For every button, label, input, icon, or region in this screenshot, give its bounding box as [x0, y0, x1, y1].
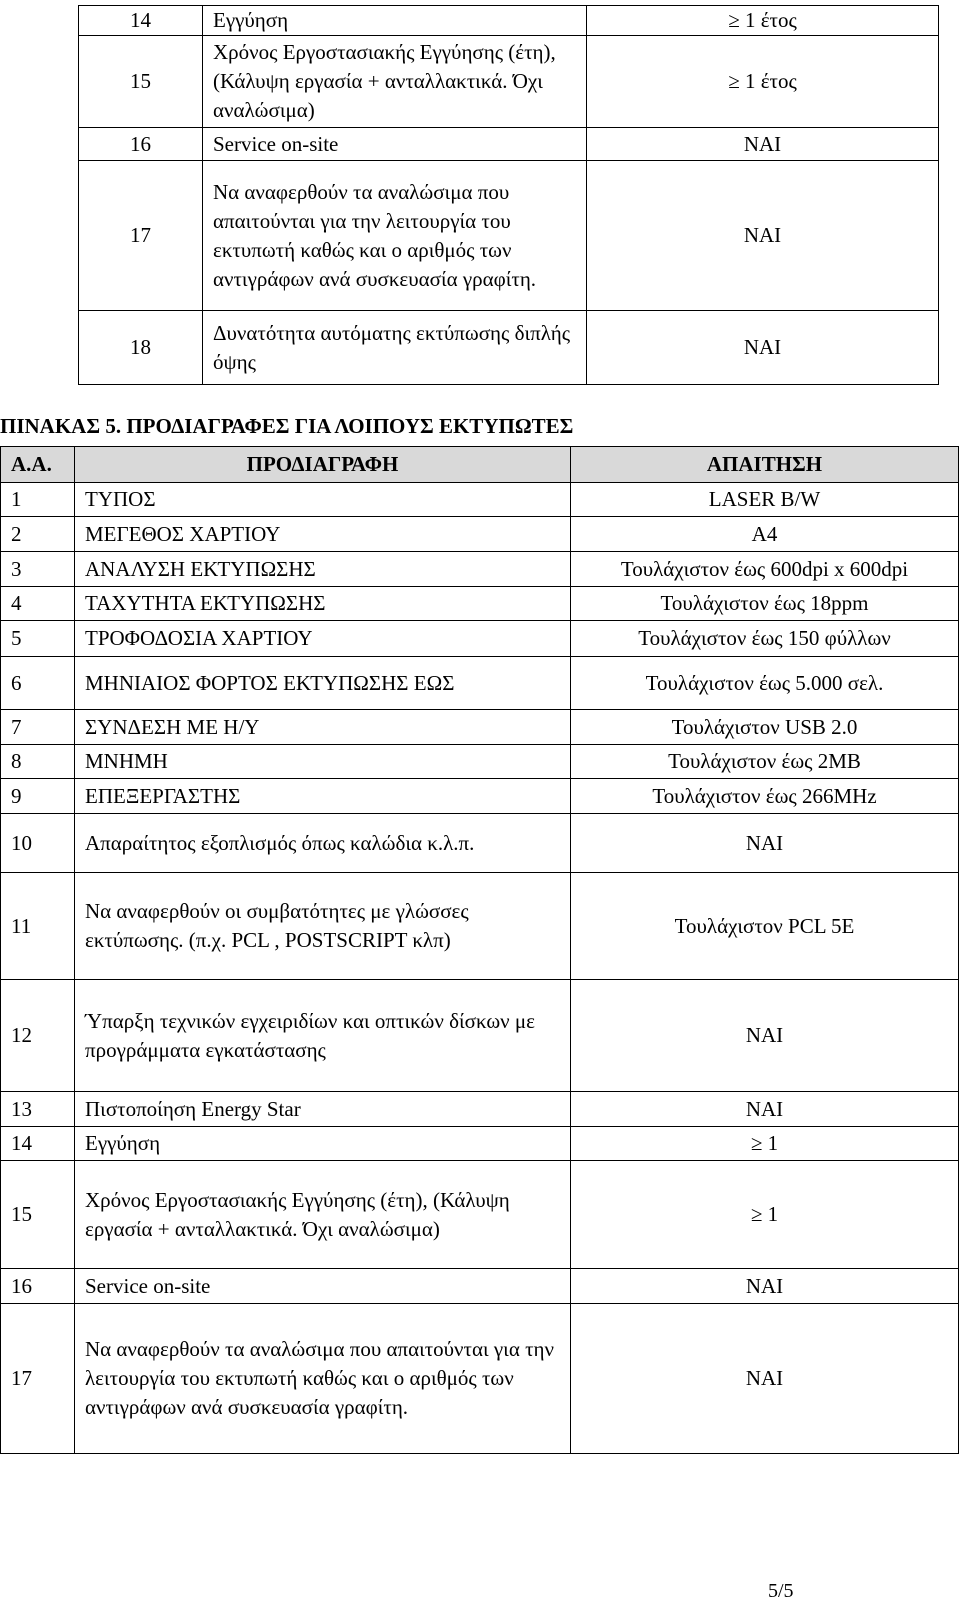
table-row — [1, 814, 959, 873]
requirement-cell: Τουλάχιστον έως 150 φύλλων — [571, 621, 959, 657]
row-number: 2 — [1, 517, 75, 552]
row-number: 10 — [1, 814, 75, 873]
spec-cell: Εγγύηση — [75, 1127, 571, 1161]
requirement-cell: Τουλάχιστον USB 2.0 — [571, 710, 959, 745]
table-row — [1, 483, 959, 517]
table-row — [1, 1304, 959, 1454]
header-number: Α.Α. — [1, 447, 75, 483]
spec-cell: Να αναφερθούν οι συμβατότητες με γλώσσες εκτύπωσης. (π.χ. PCL , POSTSCRIPT κλπ) — [75, 873, 571, 980]
row-number: 12 — [1, 980, 75, 1092]
requirement-cell: ΝΑΙ — [571, 1304, 959, 1454]
row-number: 15 — [79, 36, 203, 128]
requirement-cell: Τουλάχιστον έως 2MB — [571, 745, 959, 779]
row-number: 8 — [1, 745, 75, 779]
section-title: ΠΙΝΑΚΑΣ 5. ΠΡΟΔΙΑΓΡΑΦΕΣ ΓΙΑ ΛΟΙΠΟΥΣ ΕΚΤΥΠΩΤΕΣ — [0, 414, 574, 438]
row-number: 3 — [1, 552, 75, 587]
table-row — [1, 517, 959, 552]
requirement-cell: ΝΑΙ — [571, 980, 959, 1092]
requirement-cell: ΝΑΙ — [587, 128, 939, 161]
page-number: 5/5 — [768, 1580, 794, 1602]
requirement-cell: Τουλάχιστον έως 266MHz — [571, 779, 959, 814]
spec-cell: Service on-site — [203, 128, 587, 161]
spec-cell: Εγγύηση — [203, 6, 587, 36]
requirement-cell: ≥ 1 έτος — [587, 36, 939, 128]
table-row — [1, 873, 959, 980]
requirement-cell: ΝΑΙ — [571, 1269, 959, 1304]
spec-cell: Δυνατότητα αυτόματης εκτύπωσης διπλής όψης — [203, 311, 587, 385]
table-row — [1, 710, 959, 745]
requirement-cell: Τουλάχιστον έως 5.000 σελ. — [571, 657, 959, 710]
row-number: 9 — [1, 779, 75, 814]
requirement-cell: Τουλάχιστον PCL 5E — [571, 873, 959, 980]
table-row — [79, 36, 939, 128]
spec-cell: ΜΗΝΙΑΙΟΣ ΦΟΡΤΟΣ ΕΚΤΥΠΩΣΗΣ ΕΩΣ — [75, 657, 571, 710]
requirement-cell: LASER B/W — [571, 483, 959, 517]
row-number: 6 — [1, 657, 75, 710]
spec-cell: Ύπαρξη τεχνικών εγχειριδίων και οπτικών δίσκων με προγράμματα εγκατάστασης — [75, 980, 571, 1092]
requirement-cell: Τουλάχιστον έως 18ppm — [571, 587, 959, 621]
table-row — [1, 980, 959, 1092]
row-number: 16 — [79, 128, 203, 161]
requirement-cell: ΝΑΙ — [571, 814, 959, 873]
row-number: 14 — [1, 1127, 75, 1161]
row-number: 15 — [1, 1161, 75, 1269]
table-row — [1, 1092, 959, 1127]
table-row — [79, 161, 939, 311]
row-number: 16 — [1, 1269, 75, 1304]
requirement-cell: ΝΑΙ — [571, 1092, 959, 1127]
spec-cell: Χρόνος Εργοστασιακής Εγγύησης (έτη), (Κάλυψη εργασία + ανταλλακτικά. Όχι αναλώσιμα) — [203, 36, 587, 128]
table-row — [1, 1269, 959, 1304]
table-row — [1, 1161, 959, 1269]
requirement-cell: ≥ 1 έτος — [587, 6, 939, 36]
table-row — [79, 128, 939, 161]
spec-cell: ΜΕΓΕΘΟΣ ΧΑΡΤΙΟΥ — [75, 517, 571, 552]
row-number: 17 — [1, 1304, 75, 1454]
requirement-cell: ΝΑΙ — [587, 311, 939, 385]
table-row — [79, 6, 939, 36]
spec-cell: ΤΑΧΥΤΗΤΑ ΕΚΤΥΠΩΣΗΣ — [75, 587, 571, 621]
spec-cell: Πιστοποίηση Energy Star — [75, 1092, 571, 1127]
row-number: 17 — [79, 161, 203, 311]
row-number: 18 — [79, 311, 203, 385]
table-row — [1, 745, 959, 779]
spec-table-continued — [78, 5, 939, 385]
spec-cell: Απαραίτητος εξοπλισμός όπως καλώδια κ.λ.π. — [75, 814, 571, 873]
row-number: 7 — [1, 710, 75, 745]
spec-cell: Service on-site — [75, 1269, 571, 1304]
spec-table — [0, 446, 959, 1454]
table-row — [1, 552, 959, 587]
requirement-cell: ΝΑΙ — [587, 161, 939, 311]
table-row — [1, 1127, 959, 1161]
spec-cell: ΑΝΑΛΥΣΗ ΕΚΤΥΠΩΣΗΣ — [75, 552, 571, 587]
header-spec: ΠΡΟΔΙΑΓΡΑΦΗ — [75, 447, 571, 483]
requirement-cell: Τουλάχιστον έως 600dpi x 600dpi — [571, 552, 959, 587]
spec-cell: Να αναφερθούν τα αναλώσιμα που απαιτούνται για την λειτουργία του εκτυπωτή καθώς και ο αριθμός των αντιγράφων ανά συσκευασία γραφίτη. — [203, 161, 587, 311]
table-row — [1, 587, 959, 621]
spec-cell: ΕΠΕΞΕΡΓΑΣΤΗΣ — [75, 779, 571, 814]
spec-cell: ΤΥΠΟΣ — [75, 483, 571, 517]
row-number: 5 — [1, 621, 75, 657]
spec-cell: ΤΡΟΦΟΔΟΣΙΑ ΧΑΡΤΙΟΥ — [75, 621, 571, 657]
spec-cell: Να αναφερθούν τα αναλώσιμα που απαιτούνται για την λειτουργία του εκτυπωτή καθώς και ο αριθμός των αντιγράφων ανά συσκευασία γραφίτη. — [75, 1304, 571, 1454]
row-number: 13 — [1, 1092, 75, 1127]
table-row — [1, 779, 959, 814]
row-number: 1 — [1, 483, 75, 517]
row-number: 11 — [1, 873, 75, 980]
spec-cell: Χρόνος Εργοστασιακής Εγγύησης (έτη), (Κάλυψη εργασία + ανταλλακτικά. Όχι αναλώσιμα) — [75, 1161, 571, 1269]
row-number: 4 — [1, 587, 75, 621]
header-requirement: ΑΠΑΙΤΗΣΗ — [571, 447, 959, 483]
requirement-cell: ≥ 1 — [571, 1127, 959, 1161]
table-row — [1, 657, 959, 710]
row-number: 14 — [79, 6, 203, 36]
table-row — [79, 311, 939, 385]
header-row — [1, 447, 959, 483]
requirement-cell: ≥ 1 — [571, 1161, 959, 1269]
spec-cell: ΣΥΝΔΕΣΗ ΜΕ Η/Υ — [75, 710, 571, 745]
table-row — [1, 621, 959, 657]
spec-cell: ΜΝΗΜΗ — [75, 745, 571, 779]
requirement-cell: A4 — [571, 517, 959, 552]
